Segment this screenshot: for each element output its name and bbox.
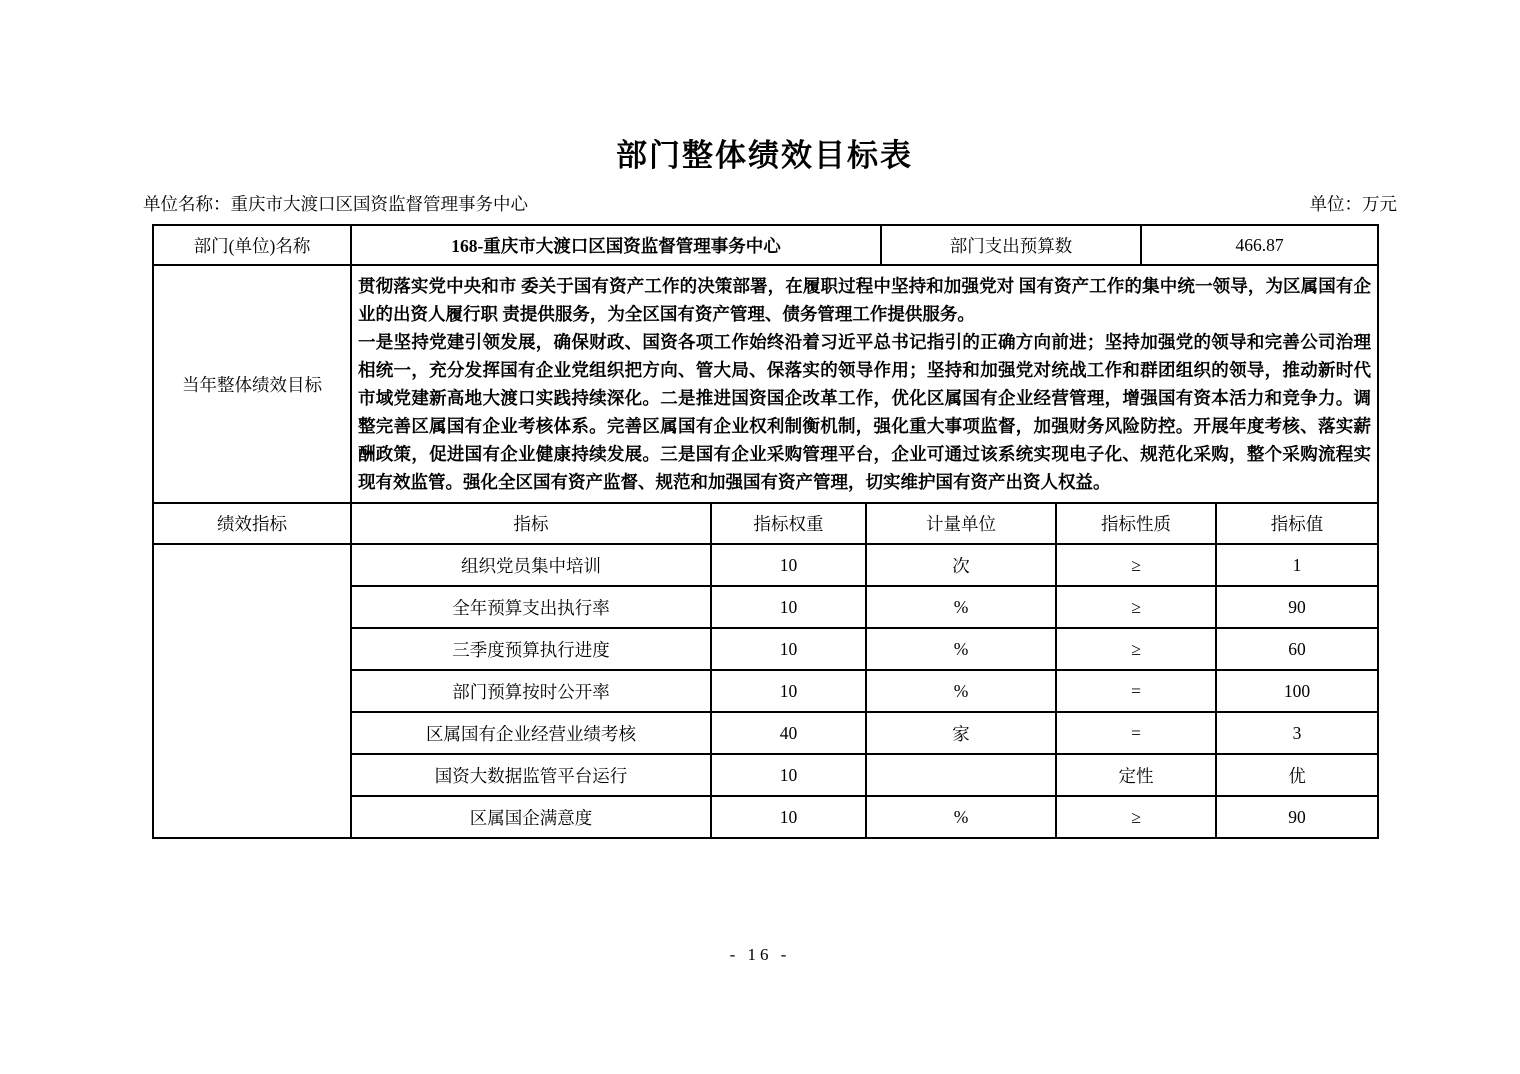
indicator-nature-cell: =	[1056, 712, 1216, 754]
budget-label: 部门支出预算数	[881, 225, 1141, 265]
indicator-value-cell: 90	[1216, 586, 1378, 628]
dept-name-value: 168-重庆市大渡口区国资监督管理事务中心	[351, 225, 881, 265]
indicator-weight-cell: 10	[711, 628, 866, 670]
info-row	[153, 225, 1378, 265]
indicator-name-cell: 国资大数据监管平台运行	[351, 754, 711, 796]
indicator-nature-cell: ≥	[1056, 628, 1216, 670]
unit-measure-text: 单位：万元	[1309, 194, 1397, 214]
indicator-unit-cell: %	[866, 670, 1056, 712]
indicator-weight-cell: 10	[711, 796, 866, 838]
indicator-rows	[153, 544, 1378, 838]
indicator-nature-cell: ≥	[1056, 586, 1216, 628]
indicator-unit-cell	[866, 754, 1056, 796]
goal-paragraph-2: 一是坚持党建引领发展，确保财政、国资各项工作始终沿着习近平总书记指引的正确方向前进；坚持加强党的领导和完善公司治理相统一，充分发挥国有企业党组织把方向、管大局、保落实的领导作用；坚持和加强党对统战工作和群团组织的领导，推动新时代市域党建新高地大渡口实践持续深化。二是推进国资国企改革工作，优化区属国有企业经营管理，增强国有资本活力和竞争力。调整完善区属国有企业考核体系。完善区属国有企业权利制衡机制，强化重大事项监督，加强财务风险防控。开展年度考核、落实薪酬政策，促进国有企业健康持续发展。三是国有企业采购管理平台，企业可通过该系统实现电子化、规范化采购，整个采购流程实现有效监管。强化全区国有资产监督、规范和加强国有资产管理，切实维护国有资产出资人权益。	[358, 332, 1372, 492]
dept-name-label: 部门(单位)名称	[153, 225, 351, 265]
indicator-unit-cell: %	[866, 796, 1056, 838]
indicator-value-cell: 优	[1216, 754, 1378, 796]
page-title: 部门整体绩效目标表	[616, 138, 913, 173]
header-weight: 指标权重	[711, 503, 866, 544]
indicator-unit-cell: %	[866, 628, 1056, 670]
indicator-nature-cell: ≥	[1056, 544, 1216, 586]
indicator-unit-cell: %	[866, 586, 1056, 628]
meta-row	[143, 191, 1397, 216]
indicator-unit-cell: 家	[866, 712, 1056, 754]
indicator-nature-cell: =	[1056, 670, 1216, 712]
indicator-name-cell: 三季度预算执行进度	[351, 628, 711, 670]
page-number: - 16 -	[729, 945, 791, 964]
indicator-section-label: 绩效指标	[153, 503, 351, 544]
indicator-weight-cell: 10	[711, 670, 866, 712]
indicator-weight-cell: 10	[711, 754, 866, 796]
indicator-value-cell: 100	[1216, 670, 1378, 712]
goal-text-cell	[351, 265, 1378, 503]
header-name: 指标	[351, 503, 711, 544]
indicator-weight-cell: 10	[711, 544, 866, 586]
indicator-name-cell: 部门预算按时公开率	[351, 670, 711, 712]
indicator-nature-cell: ≥	[1056, 796, 1216, 838]
indicator-weight-cell: 40	[711, 712, 866, 754]
indicator-name-cell: 区属国有企业经营业绩考核	[351, 712, 711, 754]
indicator-name-cell: 全年预算支出执行率	[351, 586, 711, 628]
indicator-group-cell	[153, 544, 351, 838]
indicator-value-cell: 60	[1216, 628, 1378, 670]
header-unit: 计量单位	[866, 503, 1056, 544]
indicator-row	[153, 544, 1378, 586]
indicator-name-cell: 区属国企满意度	[351, 796, 711, 838]
indicator-value-cell: 3	[1216, 712, 1378, 754]
header-nature: 指标性质	[1056, 503, 1216, 544]
indicator-value-cell: 90	[1216, 796, 1378, 838]
indicator-header-row	[153, 503, 1378, 544]
indicator-value-cell: 1	[1216, 544, 1378, 586]
unit-name-text: 单位名称：重庆市大渡口区国资监督管理事务中心	[143, 194, 528, 214]
budget-value: 466.87	[1141, 225, 1378, 265]
indicator-unit-cell: 次	[866, 544, 1056, 586]
indicator-weight-cell: 10	[711, 586, 866, 628]
indicator-nature-cell: 定性	[1056, 754, 1216, 796]
header-value: 指标值	[1216, 503, 1378, 544]
performance-table	[152, 224, 1379, 839]
indicator-name-cell: 组织党员集中培训	[351, 544, 711, 586]
goal-label: 当年整体绩效目标	[153, 265, 351, 503]
goal-row	[153, 265, 1378, 503]
goal-paragraph-1: 贯彻落实党中央和市 委关于国有资产工作的决策部署，在履职过程中坚持和加强党对 国有资产工作的集中统一领导，为区属国有企业的出资人履行职 责提供服务，为全区国有资产管理、债务管理工作提供服务。	[358, 276, 1372, 324]
